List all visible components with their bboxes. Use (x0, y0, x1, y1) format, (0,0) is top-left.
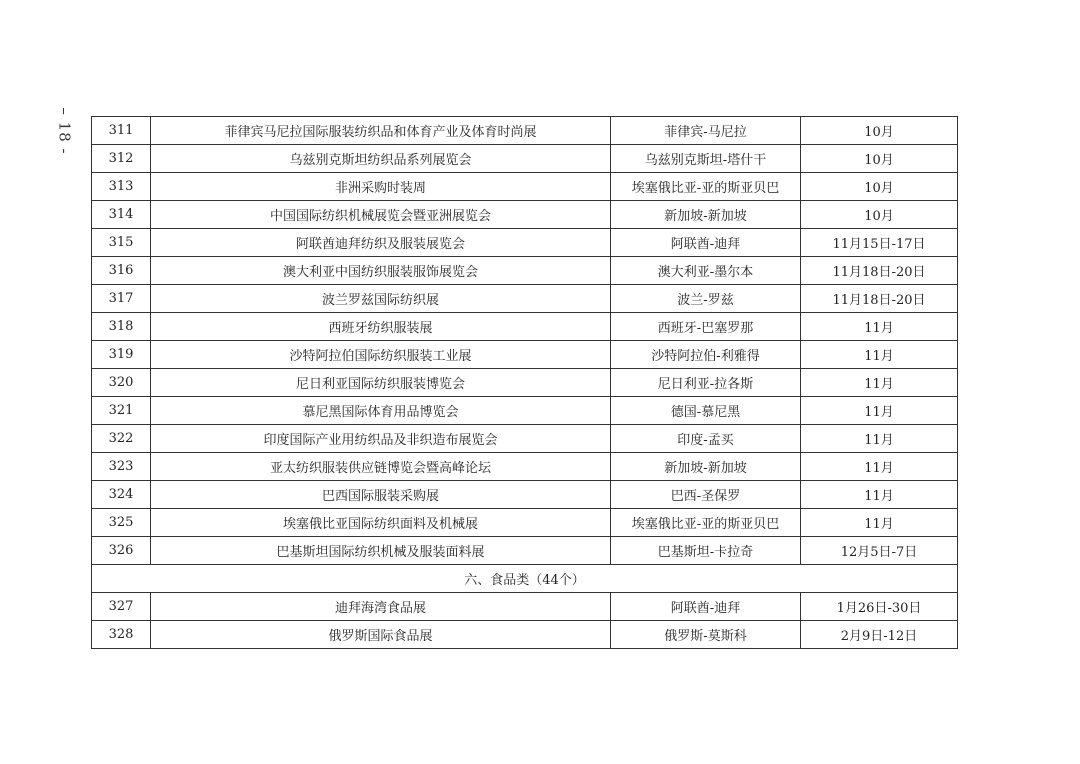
row-number: 315 (92, 229, 151, 257)
row-number: 314 (92, 201, 151, 229)
exhibition-date: 11月15日-17日 (801, 229, 958, 257)
exhibition-location: 澳大利亚-墨尔本 (611, 257, 801, 285)
row-number: 318 (92, 313, 151, 341)
exhibition-location: 乌兹别克斯坦-塔什干 (611, 145, 801, 173)
exhibition-location: 新加坡-新加坡 (611, 453, 801, 481)
section-heading: 六、食品类（44个） (92, 565, 958, 593)
row-number: 319 (92, 341, 151, 369)
row-number: 322 (92, 425, 151, 453)
exhibition-location: 印度-孟买 (611, 425, 801, 453)
exhibition-location: 沙特阿拉伯-利雅得 (611, 341, 801, 369)
exhibition-date: 2月9日-12日 (801, 621, 958, 649)
exhibition-name: 澳大利亚中国纺织服装服饰展览会 (151, 257, 611, 285)
exhibition-name: 迪拜海湾食品展 (151, 593, 611, 621)
row-number: 311 (92, 117, 151, 145)
row-number: 316 (92, 257, 151, 285)
exhibition-name: 阿联酋迪拜纺织及服装展览会 (151, 229, 611, 257)
table-row (92, 425, 958, 453)
table-row (92, 397, 958, 425)
exhibition-name: 菲律宾马尼拉国际服装纺织品和体育产业及体育时尚展 (151, 117, 611, 145)
exhibition-location: 阿联酋-迪拜 (611, 229, 801, 257)
exhibition-location: 埃塞俄比亚-亚的斯亚贝巴 (611, 509, 801, 537)
exhibition-location: 德国-慕尼黑 (611, 397, 801, 425)
exhibition-date: 11月 (801, 453, 958, 481)
table-row (92, 537, 958, 565)
row-number: 321 (92, 397, 151, 425)
table-row (92, 173, 958, 201)
table-row (92, 313, 958, 341)
exhibition-date: 1月26日-30日 (801, 593, 958, 621)
exhibition-date: 11月 (801, 341, 958, 369)
exhibition-location: 西班牙-巴塞罗那 (611, 313, 801, 341)
row-number: 327 (92, 593, 151, 621)
exhibition-name: 尼日利亚国际纺织服装博览会 (151, 369, 611, 397)
exhibition-date: 11月18日-20日 (801, 285, 958, 313)
exhibition-name: 印度国际产业用纺织品及非织造布展览会 (151, 425, 611, 453)
row-number: 324 (92, 481, 151, 509)
table-row (92, 369, 958, 397)
table-row (92, 145, 958, 173)
row-number: 317 (92, 285, 151, 313)
table-row (92, 621, 958, 649)
exhibition-location: 新加坡-新加坡 (611, 201, 801, 229)
page-number (52, 96, 78, 166)
table-row (92, 593, 958, 621)
table-row (92, 117, 958, 145)
exhibition-name: 巴西国际服装采购展 (151, 481, 611, 509)
row-number: 326 (92, 537, 151, 565)
exhibition-date: 11月 (801, 481, 958, 509)
exhibition-name: 沙特阿拉伯国际纺织服装工业展 (151, 341, 611, 369)
exhibition-location: 俄罗斯-莫斯科 (611, 621, 801, 649)
table-row (92, 229, 958, 257)
exhibition-location: 巴基斯坦-卡拉奇 (611, 537, 801, 565)
row-number: 320 (92, 369, 151, 397)
exhibition-name: 俄罗斯国际食品展 (151, 621, 611, 649)
exhibition-name: 乌兹别克斯坦纺织品系列展览会 (151, 145, 611, 173)
row-number: 312 (92, 145, 151, 173)
exhibition-location: 波兰-罗兹 (611, 285, 801, 313)
exhibition-date: 10月 (801, 201, 958, 229)
row-number: 325 (92, 509, 151, 537)
exhibition-name: 埃塞俄比亚国际纺织面料及机械展 (151, 509, 611, 537)
exhibition-name: 巴基斯坦国际纺织机械及服装面料展 (151, 537, 611, 565)
exhibition-table-body (92, 117, 958, 649)
row-number: 323 (92, 453, 151, 481)
table-row (92, 257, 958, 285)
table-row (92, 481, 958, 509)
exhibition-name: 中国国际纺织机械展览会暨亚洲展览会 (151, 201, 611, 229)
exhibition-location: 埃塞俄比亚-亚的斯亚贝巴 (611, 173, 801, 201)
exhibition-date: 11月 (801, 509, 958, 537)
exhibition-name: 亚太纺织服装供应链博览会暨高峰论坛 (151, 453, 611, 481)
exhibition-name: 波兰罗兹国际纺织展 (151, 285, 611, 313)
exhibition-date: 12月5日-7日 (801, 537, 958, 565)
exhibition-date: 10月 (801, 117, 958, 145)
exhibition-name: 慕尼黑国际体育用品博览会 (151, 397, 611, 425)
exhibition-location: 巴西-圣保罗 (611, 481, 801, 509)
row-number: 328 (92, 621, 151, 649)
table-row (92, 285, 958, 313)
row-number: 313 (92, 173, 151, 201)
table-row (92, 341, 958, 369)
exhibition-name: 非洲采购时装周 (151, 173, 611, 201)
exhibition-date: 10月 (801, 145, 958, 173)
exhibition-date: 11月 (801, 425, 958, 453)
exhibition-location: 菲律宾-马尼拉 (611, 117, 801, 145)
exhibition-date: 11月18日-20日 (801, 257, 958, 285)
exhibition-date: 11月 (801, 369, 958, 397)
exhibition-date: 11月 (801, 313, 958, 341)
exhibition-date: 10月 (801, 173, 958, 201)
exhibition-table (91, 116, 958, 649)
exhibition-location: 尼日利亚-拉各斯 (611, 369, 801, 397)
exhibition-location: 阿联酋-迪拜 (611, 593, 801, 621)
table-row (92, 453, 958, 481)
section-heading-row (92, 565, 958, 593)
table-row (92, 509, 958, 537)
exhibition-date: 11月 (801, 397, 958, 425)
page-number-text: – 18 - (56, 107, 75, 155)
exhibition-name: 西班牙纺织服装展 (151, 313, 611, 341)
table-row (92, 201, 958, 229)
